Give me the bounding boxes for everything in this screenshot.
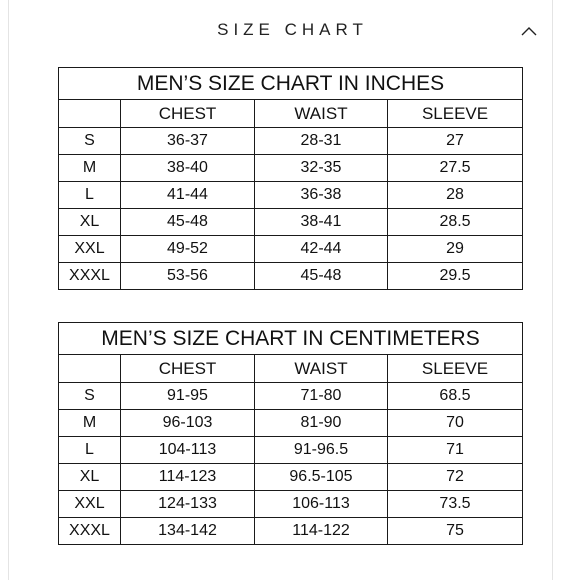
sleeve-cell: 70 [388,410,523,437]
size-cell: XXXL [59,518,121,545]
size-cell: L [59,182,121,209]
sleeve-cell: 29.5 [388,263,523,290]
waist-cell: 106-113 [255,491,388,518]
sleeve-cell: 71 [388,437,523,464]
sleeve-cell: 28 [388,182,523,209]
table-row [59,155,523,182]
waist-cell: 45-48 [255,263,388,290]
chest-cell: 114-123 [121,464,255,491]
chevron-up-icon [521,26,537,36]
chest-column-header: CHEST [121,355,255,383]
chest-cell: 41-44 [121,182,255,209]
waist-cell: 96.5-105 [255,464,388,491]
chest-cell: 96-103 [121,410,255,437]
size-cell: M [59,410,121,437]
sleeve-cell: 27 [388,128,523,155]
size-cell: S [59,128,121,155]
chest-cell: 45-48 [121,209,255,236]
table-row [59,410,523,437]
waist-cell: 42-44 [255,236,388,263]
chest-cell: 49-52 [121,236,255,263]
waist-cell: 71-80 [255,383,388,410]
sleeve-cell: 73.5 [388,491,523,518]
waist-cell: 81-90 [255,410,388,437]
table-row [59,437,523,464]
waist-cell: 91-96.5 [255,437,388,464]
sleeve-cell: 68.5 [388,383,523,410]
waist-cell: 36-38 [255,182,388,209]
chest-cell: 53-56 [121,263,255,290]
chest-cell: 91-95 [121,383,255,410]
sleeve-column-header: SLEEVE [388,355,523,383]
waist-cell: 38-41 [255,209,388,236]
table-row [59,182,523,209]
waist-cell: 32-35 [255,155,388,182]
size-cell: XXXL [59,263,121,290]
sleeve-cell: 72 [388,464,523,491]
table-row [59,263,523,290]
collapse-button[interactable] [512,18,546,44]
chest-cell: 124-133 [121,491,255,518]
waist-column-header: WAIST [255,100,388,128]
chest-column-header: CHEST [121,100,255,128]
size-cell: XL [59,464,121,491]
table-row [59,209,523,236]
chest-cell: 36-37 [121,128,255,155]
table-row [59,464,523,491]
size-cell: M [59,155,121,182]
size-cell: XXL [59,236,121,263]
table-row [59,518,523,545]
size-column-header [59,100,121,128]
size-chart-header[interactable] [0,0,580,62]
chest-cell: 104-113 [121,437,255,464]
table-row [59,491,523,518]
section-title: SIZE CHART [217,20,368,39]
sleeve-cell: 28.5 [388,209,523,236]
centimeters-size-table [58,322,523,545]
chest-cell: 38-40 [121,155,255,182]
waist-cell: 114-122 [255,518,388,545]
table-title: MEN’S SIZE CHART IN CENTIMETERS [59,323,523,355]
chest-cell: 134-142 [121,518,255,545]
table-row [59,128,523,155]
waist-cell: 28-31 [255,128,388,155]
table-title: MEN’S SIZE CHART IN INCHES [59,68,523,100]
size-column-header [59,355,121,383]
sleeve-cell: 75 [388,518,523,545]
waist-column-header: WAIST [255,355,388,383]
size-cell: XL [59,209,121,236]
size-cell: L [59,437,121,464]
size-cell: XXL [59,491,121,518]
size-cell: S [59,383,121,410]
sleeve-column-header: SLEEVE [388,100,523,128]
table-row [59,236,523,263]
sleeve-cell: 29 [388,236,523,263]
table-row [59,383,523,410]
inches-size-table [58,67,523,290]
sleeve-cell: 27.5 [388,155,523,182]
